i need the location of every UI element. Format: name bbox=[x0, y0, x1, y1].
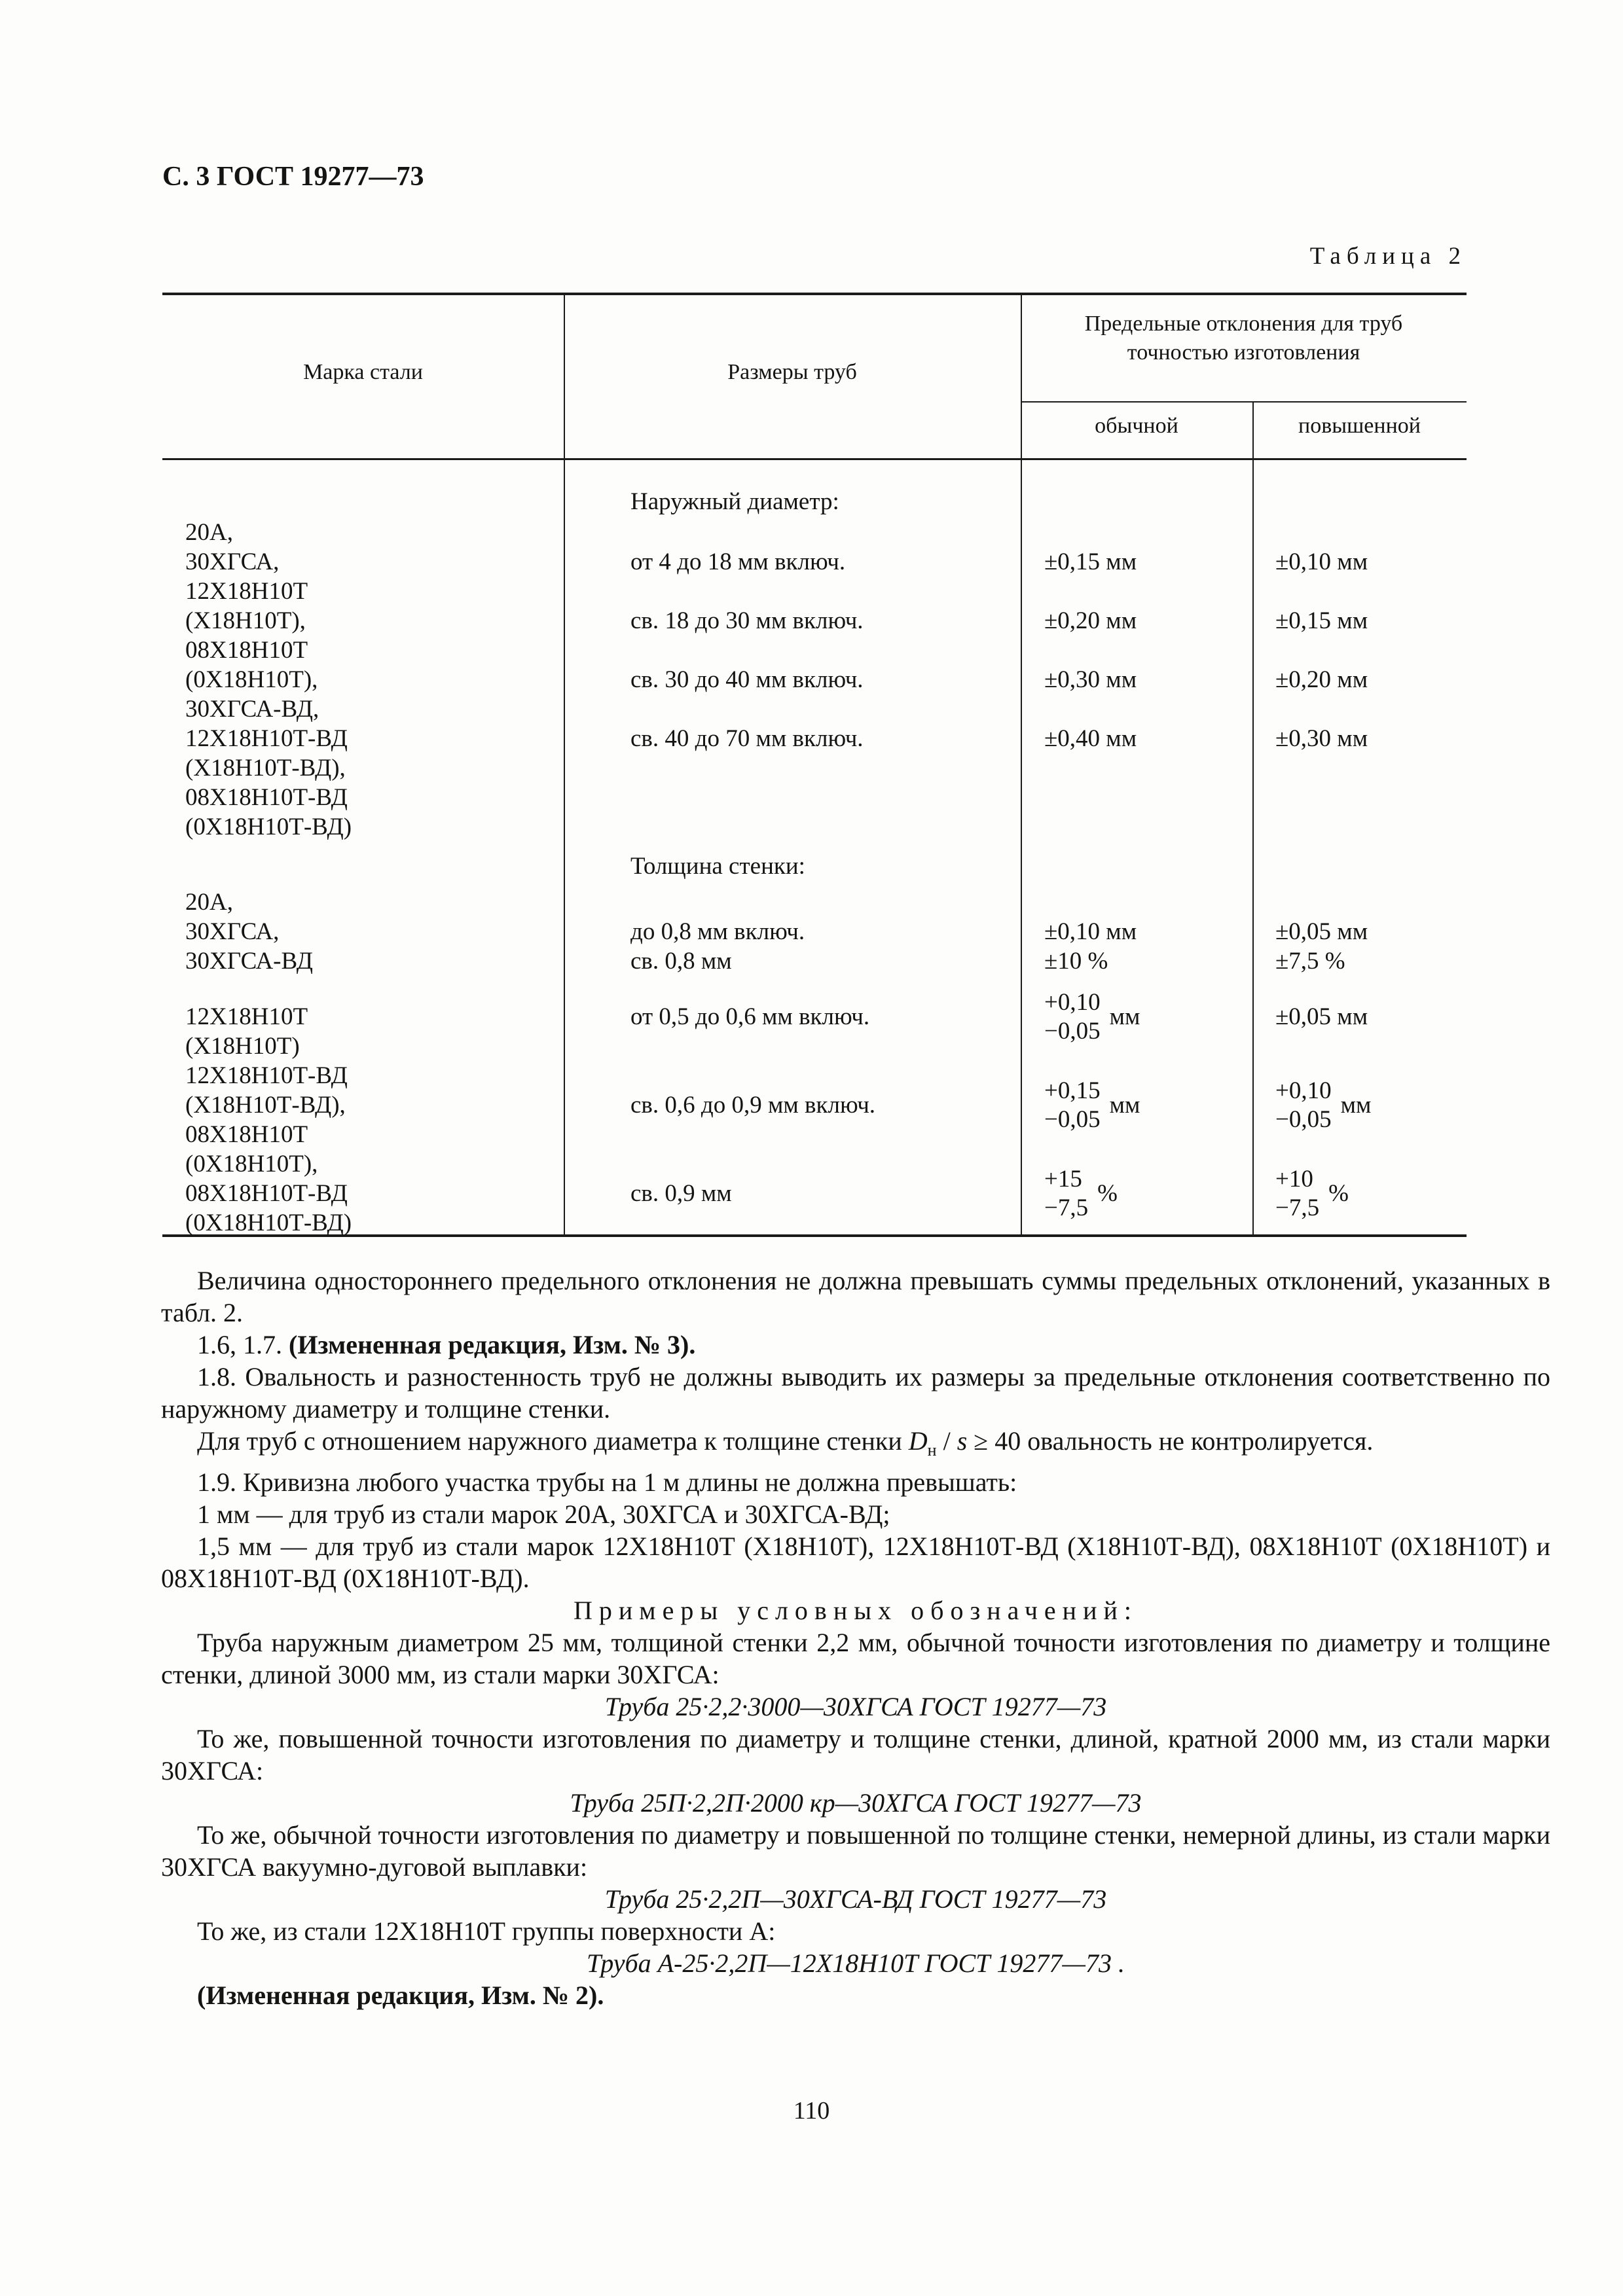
grade-line: (Х18Н10Т), bbox=[185, 607, 306, 634]
paragraph-clause-1-6-1-7 bbox=[161, 1329, 1550, 1361]
tolerance-stacked bbox=[1275, 1165, 1349, 1223]
grade-line: 08Х18Н10Т-ВД bbox=[185, 784, 348, 811]
tolerance-value: ±0,05 мм bbox=[1275, 918, 1368, 945]
tolerance-minus: −0,05 bbox=[1275, 1106, 1332, 1133]
size-line: св. 40 до 70 мм включ. bbox=[630, 725, 864, 752]
tolerance-minus: −7,5 bbox=[1275, 1194, 1320, 1221]
size-line: св. 30 до 40 мм включ. bbox=[630, 666, 864, 693]
paragraph-clause-1-8: 1.8. Овальность и разностенность труб не должны выводить их размеры за предельные отклонения соответственно по наружному диаметру и толщине стенки. bbox=[161, 1362, 1550, 1424]
size-line: св. 0,6 до 0,9 мм включ. bbox=[630, 1092, 876, 1119]
paragraph-curvature-2: 1,5 мм — для труб из стали марок 12Х18Н10Т (Х18Н10Т), 12Х18Н10Т-ВД (Х18Н10Т-ВД), 08Х18Н10Т (0Х18Н10Т) и 08Х18Н10Т-ВД (0Х18Н10Т-ВД). bbox=[161, 1532, 1550, 1593]
table-col1-divider bbox=[564, 293, 565, 1237]
table-subheader-divider bbox=[1021, 401, 1467, 403]
grade-line: 20А, bbox=[185, 519, 233, 546]
size-line: св. 0,9 мм bbox=[630, 1180, 732, 1207]
formula-variable-s: s bbox=[957, 1426, 968, 1456]
tolerance-value: ±0,10 мм bbox=[1044, 918, 1137, 945]
paragraph-example-desc-4: То же, из стали 12Х18Н10Т группы поверхности А: bbox=[197, 1916, 776, 1946]
table-top-border bbox=[162, 293, 1467, 295]
tolerance-unit: мм bbox=[1109, 1092, 1140, 1119]
tolerance-minus: −0,05 bbox=[1044, 1106, 1101, 1133]
tolerance-plus: +0,10 bbox=[1275, 1077, 1332, 1104]
table-header-divider bbox=[162, 458, 1467, 460]
grade-line: (0Х18Н10Т), bbox=[185, 666, 318, 693]
formula-text-before: Для труб с отношением наружного диаметра к толщине стенки bbox=[197, 1426, 909, 1456]
paragraph-example-desc-3: То же, обычной точности изготовления по диаметру и повышенной по толщине стенки, немерной длины, из стали марки 30ХГСА вакуумно-дуговой выплавки: bbox=[161, 1820, 1550, 1882]
grade-line: (Х18Н10Т-ВД), bbox=[185, 755, 346, 781]
tolerance-value: ±0,15 мм bbox=[1275, 607, 1368, 634]
tolerance-plus: +0,10 bbox=[1044, 989, 1101, 1016]
tolerance-value: ±0,20 мм bbox=[1275, 666, 1368, 693]
tolerance-minus: −7,5 bbox=[1044, 1194, 1089, 1221]
grade-line: (Х18Н10Т-ВД), bbox=[185, 1092, 346, 1119]
col-header-deviations-line2: точностью изготовления bbox=[1127, 340, 1360, 365]
grade-line: 30ХГСА, bbox=[185, 548, 280, 575]
grade-line: 12Х18Н10Т-ВД bbox=[185, 725, 348, 752]
tolerance-value: ±0,30 мм bbox=[1275, 725, 1368, 752]
grade-line: 08Х18Н10Т-ВД bbox=[185, 1180, 348, 1207]
tolerance-plus: +15 bbox=[1044, 1166, 1082, 1193]
tolerance-unit: % bbox=[1097, 1180, 1118, 1207]
section-title: Наружный диаметр: bbox=[630, 488, 839, 515]
size-line: св. 18 до 30 мм включ. bbox=[630, 607, 864, 634]
grade-line: (0Х18Н10Т), bbox=[185, 1151, 318, 1177]
formula-text-after: ≥ 40 овальность не контролируется. bbox=[967, 1426, 1374, 1456]
clause-ref: 1.6, 1.7. bbox=[197, 1330, 289, 1359]
grade-line: 30ХГСА, bbox=[185, 918, 280, 945]
paragraph-example-desc-1: Труба наружным диаметром 25 мм, толщиной стенки 2,2 мм, обычной точности изготовления по диаметру и толщине стенки, длиной 3000 мм, из стали марки 30ХГСА: bbox=[161, 1628, 1550, 1689]
grade-line: 30ХГСА-ВД, bbox=[185, 696, 319, 723]
tolerance-value: ±10 % bbox=[1044, 948, 1108, 975]
designation-example-2: Труба 25П·2,2П·2000 кр—30ХГСА ГОСТ 19277—73 bbox=[570, 1788, 1142, 1818]
tolerance-plus: +0,15 bbox=[1044, 1077, 1101, 1104]
grade-line: 12Х18Н10Т bbox=[185, 578, 308, 605]
tolerance-stacked bbox=[1275, 1077, 1371, 1134]
table-col3-divider bbox=[1252, 401, 1254, 1237]
formula-subscript: н bbox=[927, 1441, 937, 1460]
col-header-pipe-sizes: Размеры труб bbox=[727, 360, 857, 384]
col-header-steel-grade: Марка стали bbox=[303, 360, 423, 384]
tolerance-unit: % bbox=[1328, 1180, 1349, 1207]
tolerance-unit: мм bbox=[1109, 1003, 1140, 1030]
formula-divider: / bbox=[936, 1426, 957, 1456]
grade-line: (0Х18Н10Т-ВД) bbox=[185, 1210, 352, 1236]
tolerance-plus: +10 bbox=[1275, 1166, 1313, 1193]
designation-example-1: Труба 25·2,2·3000—30ХГСА ГОСТ 19277—73 bbox=[604, 1692, 1107, 1721]
amendment-note: (Измененная редакция, Изм. № 3). bbox=[289, 1330, 696, 1359]
tolerance-value: ±0,20 мм bbox=[1044, 607, 1137, 634]
col-header-deviations-line1: Предельные отклонения для труб bbox=[1084, 312, 1403, 336]
size-line: от 0,5 до 0,6 мм включ. bbox=[630, 1003, 870, 1030]
formula-variable-D: D bbox=[908, 1426, 928, 1456]
tolerance-stacked bbox=[1044, 988, 1140, 1046]
paragraph-clause-1-9: 1.9. Кривизна любого участка трубы на 1 м длины не должна превышать: bbox=[197, 1467, 1017, 1497]
designation-example-4: Труба А-25·2,2П—12Х18Н10Т ГОСТ 19277—73 . bbox=[587, 1948, 1125, 1978]
tolerance-value: ±0,15 мм bbox=[1044, 548, 1137, 575]
grade-line: 12Х18Н10Т-ВД bbox=[185, 1062, 348, 1089]
page-number: 110 bbox=[793, 2097, 830, 2125]
grade-line: 20А, bbox=[185, 889, 233, 916]
tolerance-value: ±7,5 % bbox=[1275, 948, 1345, 975]
col-header-increased: повышенной bbox=[1298, 414, 1421, 438]
paragraph-curvature-1: 1 мм — для труб из стали марок 20А, 30ХГСА и 30ХГСА-ВД; bbox=[197, 1499, 890, 1529]
paragraph-formula bbox=[161, 1425, 1550, 1466]
grade-line: 30ХГСА-ВД bbox=[185, 948, 314, 975]
document-body bbox=[161, 1265, 1550, 2011]
tolerance-unit: мм bbox=[1340, 1092, 1372, 1119]
tolerance-value: ±0,40 мм bbox=[1044, 725, 1137, 752]
tolerance-value: ±0,30 мм bbox=[1044, 666, 1137, 693]
tolerance-value: ±0,05 мм bbox=[1275, 1003, 1368, 1030]
grade-line: (Х18Н10Т) bbox=[185, 1033, 300, 1060]
col-header-normal: обычной bbox=[1095, 414, 1178, 438]
designation-example-3: Труба 25·2,2П—30ХГСА-ВД ГОСТ 19277—73 bbox=[604, 1884, 1107, 1914]
amendment-note-2: (Измененная редакция, Изм. № 2). bbox=[197, 1981, 604, 2010]
size-line: св. 0,8 мм bbox=[630, 948, 732, 975]
size-line: до 0,8 мм включ. bbox=[630, 918, 805, 945]
tolerance-minus: −0,05 bbox=[1044, 1018, 1101, 1045]
tolerances-table bbox=[162, 293, 1467, 1237]
page-header: С. 3 ГОСТ 19277—73 bbox=[162, 162, 424, 192]
grade-line: 08Х18Н10Т bbox=[185, 637, 308, 664]
tolerance-stacked bbox=[1044, 1165, 1118, 1223]
grade-line: (0Х18Н10Т-ВД) bbox=[185, 814, 352, 840]
examples-heading: Примеры условных обозначений: bbox=[573, 1596, 1139, 1625]
table-caption: Таблица 2 bbox=[1309, 243, 1467, 270]
paragraph-note: Величина одностороннего предельного отклонения не должна превышать суммы предельных отклонений, указанных в табл. 2. bbox=[161, 1266, 1550, 1327]
table-bottom-border bbox=[162, 1234, 1467, 1237]
grade-line: 08Х18Н10Т bbox=[185, 1121, 308, 1148]
section-title: Толщина стенки: bbox=[630, 853, 805, 880]
grade-line: 12Х18Н10Т bbox=[185, 1003, 308, 1030]
paragraph-example-desc-2: То же, повышенной точности изготовления по диаметру и толщине стенки, длиной, кратной 2000 мм, из стали марки 30ХГСА: bbox=[161, 1724, 1550, 1785]
tolerance-stacked bbox=[1044, 1077, 1140, 1134]
tolerance-value: ±0,10 мм bbox=[1275, 548, 1368, 575]
size-line: от 4 до 18 мм включ. bbox=[630, 548, 846, 575]
